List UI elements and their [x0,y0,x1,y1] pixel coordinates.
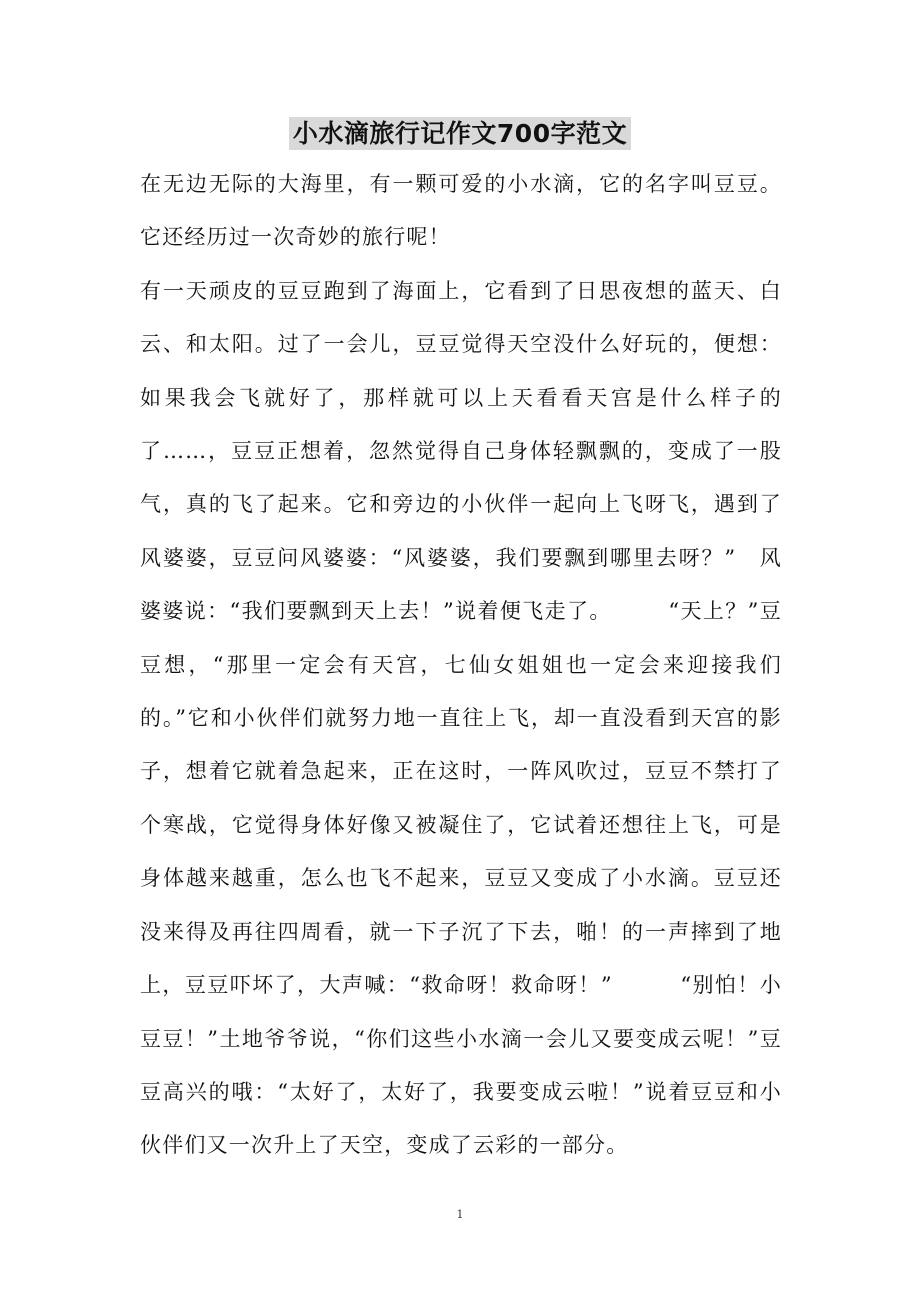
paragraph-intro: 在无边无际的大海里，有一颗可爱的小水滴，它的名字叫豆豆。它还经历过一次奇妙的旅行呢！ [140,172,782,250]
page-number: 1 [456,1208,464,1221]
document-body [140,158,782,1173]
paragraph-story: 有一天顽皮的豆豆跑到了海面上，它看到了日思夜想的蓝天、白云、和太阳。过了一会儿，豆豆觉得天空没什么好玩的，便想：如果我会飞就好了，那样就可以上天看看天宫是什么样子的了……，豆豆正想着，忽然觉得自己身体轻飘飘的，变成了一股气，真的飞了起来。它和旁边的小伙伴一起向上飞呀飞，遇到了风婆婆，豆豆问风婆婆：“风婆婆，我们要飘到哪里去呀？” 风婆婆说：“我们要飘到天上去！”说着便飞走了。 “天上？”豆豆想，“那里一定会有天宫，七仙女姐姐也一定会来迎接我们的。”它和小伙伴们就努力地一直往上飞，却一直没看到天宫的影子，想着它就着急起来，正在这时，一阵风吹过，豆豆不禁打了个寒战，它觉得身体好像又被凝住了，它试着还想往上飞，可是身体越来越重，怎么也飞不起来，豆豆又变成了小水滴。豆豆还没来得及再往四周看，就一下子沉了下去，啪！的一声摔到了地上，豆豆吓坏了，大声喊：“救命呀！救命呀！” “别怕！小豆豆！”土地爷爷说，“你们这些小水滴一会儿又要变成云呢！”豆豆高兴的哦：“太好了，太好了，我要变成云啦！”说着豆豆和小伙伴们又一次升上了天空，变成了云彩的一部分。 [140,278,782,1158]
document-title-text: 小水滴旅行记作文700字范文 [289,117,631,150]
document-title [0,112,920,156]
